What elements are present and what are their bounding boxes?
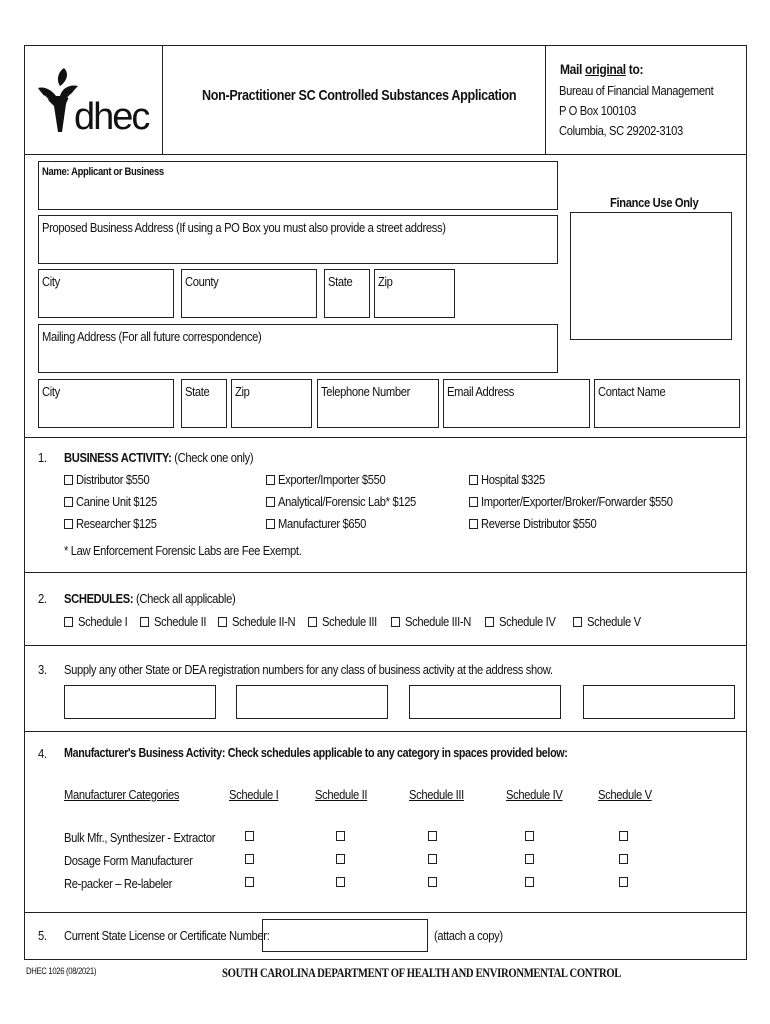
distributor-label: Distributor $550 (76, 472, 150, 487)
city-label: City (42, 274, 60, 289)
schedule-iv-label: Schedule IV (499, 614, 556, 629)
canine-unit-checkbox[interactable] (64, 497, 73, 507)
bulk-schedule-iv-checkbox[interactable] (525, 831, 534, 841)
mail-line-3: Columbia, SC 29202-3103 (559, 123, 683, 138)
section1-divider (24, 437, 747, 438)
reverse-distributor-label: Reverse Distributor $550 (481, 516, 597, 531)
schedule-iii-label: Schedule III (322, 614, 377, 629)
mfr-col-schedule-i: Schedule I (229, 787, 279, 802)
section1-number: 1. (38, 450, 47, 465)
mail-heading (560, 61, 643, 77)
section4-divider (24, 731, 747, 732)
email-label: Email Address (447, 384, 514, 399)
exporter-importer-label: Exporter/Importer $550 (278, 472, 386, 487)
mail-prefix: Mail (560, 61, 586, 77)
mailing-address-label: Mailing Address (For all future correspondence) (42, 329, 262, 344)
section1-title: BUSINESS ACTIVITY: (64, 450, 172, 465)
registration-number-field-4[interactable] (583, 685, 735, 719)
section3-text: Supply any other State or DEA registration numbers for any class of business activity at the address show. (64, 662, 553, 677)
section4-title: Manufacturer's Business Activity: Check schedules applicable to any category in spaces provided below: (64, 746, 568, 760)
schedule-v-label: Schedule V (587, 614, 641, 629)
section1-subtitle: (Check one only) (171, 450, 254, 465)
mfr-row-bulk: Bulk Mfr., Synthesizer - Extractor (64, 830, 216, 845)
repacker-schedule-iv-checkbox[interactable] (525, 877, 534, 887)
attach-copy-label: (attach a copy) (434, 928, 503, 943)
mfr-row-dosage: Dosage Form Manufacturer (64, 853, 193, 868)
agency-name: SOUTH CAROLINA DEPARTMENT OF HEALTH AND ENVIRONMENTAL CONTROL (222, 965, 622, 980)
state-label: State (328, 274, 353, 289)
exporter-importer-checkbox[interactable] (266, 475, 275, 485)
mail-line-2: P O Box 100103 (559, 103, 637, 118)
registration-number-field-2[interactable] (236, 685, 388, 719)
reverse-distributor-checkbox[interactable] (469, 519, 478, 529)
section4-number: 4. (38, 746, 47, 761)
mail-original: original (585, 61, 626, 77)
schedule-iii-checkbox[interactable] (308, 617, 317, 627)
manufacturer-categories-header: Manufacturer Categories (64, 787, 180, 802)
header-divider (24, 154, 747, 155)
zip-label: Zip (378, 274, 393, 289)
dhec-logo (34, 66, 154, 141)
finance-use-label: Finance Use Only (610, 195, 699, 210)
mfr-col-schedule-iii: Schedule III (409, 787, 464, 802)
section3-number: 3. (38, 662, 47, 677)
bulk-schedule-iii-checkbox[interactable] (428, 831, 437, 841)
canine-unit-label: Canine Unit $125 (76, 494, 157, 509)
section5-text: Current State License or Certificate Number: (64, 928, 270, 943)
repacker-schedule-ii-checkbox[interactable] (336, 877, 345, 887)
distributor-checkbox[interactable] (64, 475, 73, 485)
dosage-schedule-i-checkbox[interactable] (245, 854, 254, 864)
broker-forwarder-label: Importer/Exporter/Broker/Forwarder $550 (481, 494, 673, 509)
researcher-checkbox[interactable] (64, 519, 73, 529)
page-title: Non-Practitioner SC Controlled Substances Application (202, 87, 517, 104)
county-label: County (185, 274, 219, 289)
schedule-i-label: Schedule I (78, 614, 128, 629)
schedule-i-checkbox[interactable] (64, 617, 73, 627)
researcher-label: Researcher $125 (76, 516, 157, 531)
dosage-schedule-iii-checkbox[interactable] (428, 854, 437, 864)
repacker-schedule-i-checkbox[interactable] (245, 877, 254, 887)
forensic-lab-label: Analytical/Forensic Lab* $125 (278, 494, 416, 509)
license-number-field[interactable] (262, 919, 428, 952)
section2-divider (24, 572, 747, 573)
schedule-iii-n-checkbox[interactable] (391, 617, 400, 627)
mail-suffix: to: (625, 61, 644, 77)
schedule-ii-n-checkbox[interactable] (218, 617, 227, 627)
section2-title: SCHEDULES: (64, 591, 134, 606)
address-label: Proposed Business Address (If using a PO Box you must also provide a street address) (42, 220, 446, 235)
forensic-lab-checkbox[interactable] (266, 497, 275, 507)
telephone-label: Telephone Number (321, 384, 410, 399)
mail-divider (545, 45, 546, 154)
section3-divider (24, 645, 747, 646)
bulk-schedule-v-checkbox[interactable] (619, 831, 628, 841)
section1-heading (64, 450, 253, 465)
schedule-v-checkbox[interactable] (573, 617, 582, 627)
schedule-ii-n-label: Schedule II-N (232, 614, 296, 629)
manufacturer-label: Manufacturer $650 (278, 516, 367, 531)
zip2-label: Zip (235, 384, 250, 399)
form-id: DHEC 1026 (08/2021) (26, 966, 97, 976)
section2-subtitle: (Check all applicable) (133, 591, 236, 606)
contact-name-label: Contact Name (598, 384, 666, 399)
section5-divider (24, 912, 747, 913)
dosage-schedule-ii-checkbox[interactable] (336, 854, 345, 864)
schedule-iii-n-label: Schedule III-N (405, 614, 472, 629)
hospital-label: Hospital $325 (481, 472, 545, 487)
dosage-schedule-iv-checkbox[interactable] (525, 854, 534, 864)
registration-number-field-1[interactable] (64, 685, 216, 719)
schedule-ii-checkbox[interactable] (140, 617, 149, 627)
dosage-schedule-v-checkbox[interactable] (619, 854, 628, 864)
state2-label: State (185, 384, 210, 399)
logo-text: dhec (74, 96, 149, 138)
mfr-col-schedule-v: Schedule V (598, 787, 652, 802)
section2-number: 2. (38, 591, 47, 606)
repacker-schedule-iii-checkbox[interactable] (428, 877, 437, 887)
mfr-col-schedule-iv: Schedule IV (506, 787, 563, 802)
schedule-ii-label: Schedule II (154, 614, 207, 629)
name-label: Name: Applicant or Business (42, 166, 164, 178)
manufacturer-checkbox[interactable] (266, 519, 275, 529)
city2-label: City (42, 384, 60, 399)
section2-heading (64, 591, 235, 606)
fee-exempt-note: * Law Enforcement Forensic Labs are Fee Exempt. (64, 543, 302, 558)
finance-use-box (570, 212, 732, 340)
section5-number: 5. (38, 928, 47, 943)
logo-divider (162, 45, 163, 154)
bulk-schedule-i-checkbox[interactable] (245, 831, 254, 841)
repacker-schedule-v-checkbox[interactable] (619, 877, 628, 887)
registration-number-field-3[interactable] (409, 685, 561, 719)
bulk-schedule-ii-checkbox[interactable] (336, 831, 345, 841)
hospital-checkbox[interactable] (469, 475, 478, 485)
broker-forwarder-checkbox[interactable] (469, 497, 478, 507)
schedule-iv-checkbox[interactable] (485, 617, 494, 627)
mail-line-1: Bureau of Financial Management (559, 83, 714, 98)
mfr-col-schedule-ii: Schedule II (315, 787, 368, 802)
mfr-row-repacker: Re-packer – Re-labeler (64, 876, 173, 891)
